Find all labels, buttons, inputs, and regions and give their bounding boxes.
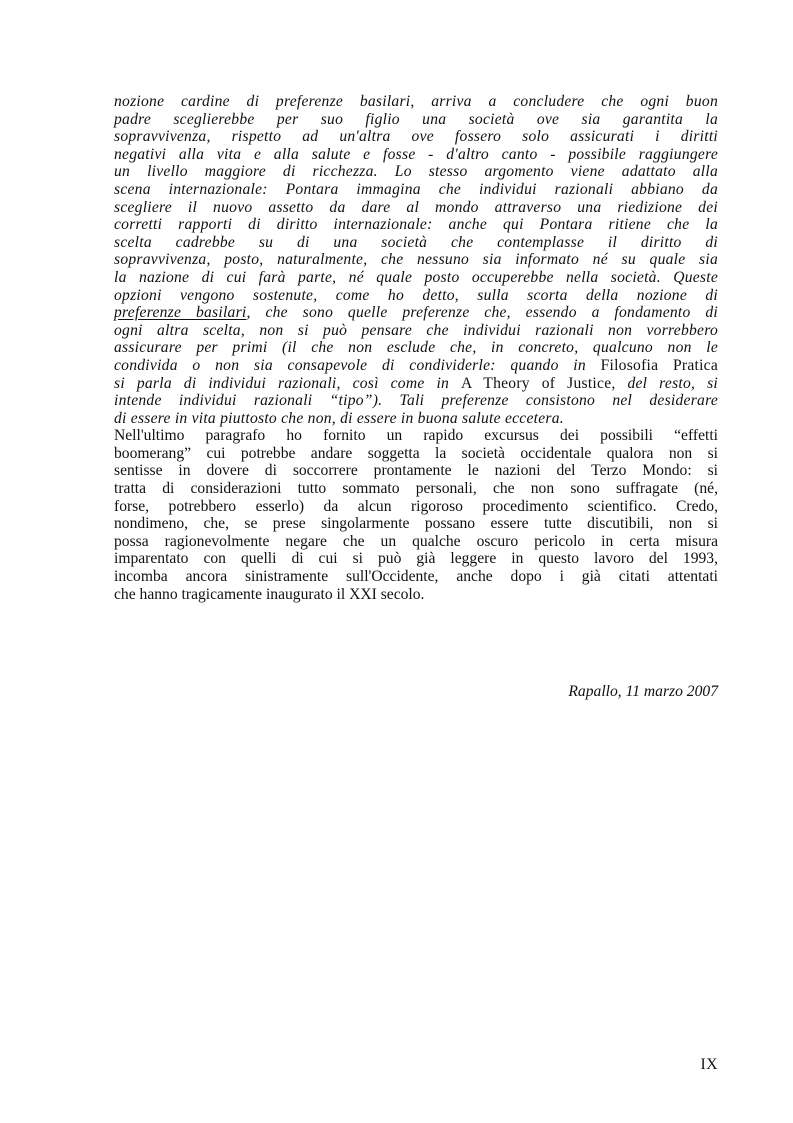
text-line: nondimeno, che, se prese singolarmente possano essere tutte discutibili, non si <box>114 515 718 533</box>
place-date-signature: Rapallo, 11 marzo 2007 <box>568 683 718 700</box>
text-fragment: , del resto, si <box>611 374 718 392</box>
text-line: Nell'ultimo paragrafo ho fornito un rapido excursus dei possibili “effetti <box>114 427 718 445</box>
text-line: un livello maggiore di ricchezza. Lo stesso argomento viene adattato alla <box>114 163 718 181</box>
text-line: sopravvivenza, posto, naturalmente, che nessuno sia informato né su quale sia <box>114 251 718 269</box>
text-line: boomerang” cui potrebbe andare soggetta la società occidentale qualora non si <box>114 444 718 462</box>
text-line: scena internazionale: Pontara immagina che individui razionali abbiano da <box>114 180 718 198</box>
underlined-term: preferenze basilari <box>114 304 247 322</box>
text-line: possa ragionevolmente negare che un qualche oscuro pericolo in certa misura <box>114 532 718 550</box>
text-line: opzioni vengono sostenute, come ho detto, sulla scorta della nozione di <box>114 286 718 304</box>
book-title: Filosofia Pratica <box>600 356 718 374</box>
text-line: nozione cardine di preferenze basilari, arriva a concludere che ogni buon <box>114 93 718 110</box>
text-line <box>114 357 718 375</box>
text-line: padre sceglierebbe per suo figlio una società ove sia garantita la <box>114 110 718 128</box>
paragraph-italic-summary <box>114 93 718 427</box>
text-line: che hanno tragicamente inaugurato il XXI secolo. <box>114 585 425 603</box>
text-line: ogni altra scelta, non si può pensare che individui razionali non vorrebbero <box>114 321 718 339</box>
text-line: intende individui razionali “tipo”). Tali preferenze consistono nel desiderare <box>114 392 718 410</box>
text-line: imparentato con quelli di cui si può già leggere in questo lavoro del 1993, <box>114 550 718 568</box>
text-fragment: condivida o non sia consapevole di condividerle: quando in <box>114 356 601 374</box>
text-fragment: si parla di individui razionali, così come in <box>114 374 462 392</box>
text-line: di essere in vita piuttosto che non, di essere in buona salute eccetera. <box>114 409 564 427</box>
text-line: corretti rapporti di diritto internazionale: anche qui Pontara ritiene che la <box>114 216 718 234</box>
text-line: scelta cadrebbe su di una società che contemplasse il diritto di <box>114 233 718 251</box>
body-text <box>114 93 718 603</box>
text-line: tratta di considerazioni tutto sommato personali, che non sono suffragate (né, <box>114 480 718 498</box>
paragraph-final-section <box>114 427 718 603</box>
text-line: assicurare per primi (il che non esclude che, in concreto, qualcuno non le <box>114 339 718 357</box>
text-line: forse, potrebbero esserlo) da alcun rigoroso procedimento scientifico. Credo, <box>114 497 718 515</box>
text-line: sentisse in dovere di soccorrere prontamente le nazioni del Terzo Mondo: si <box>114 462 718 480</box>
book-title: A Theory of Justice <box>461 374 612 392</box>
text-line: sopravvivenza, rispetto ad un'altra ove fossero solo assicurati i diritti <box>114 128 718 146</box>
page-number: IX <box>700 1056 718 1073</box>
text-line: scegliere il nuovo assetto da dare al mondo attraverso una riedizione dei <box>114 198 718 216</box>
text-line <box>114 304 718 322</box>
text-line: la nazione di cui farà parte, né quale posto occuperebbe nella società. Queste <box>114 268 718 286</box>
text-line: incomba ancora sinistramente sull'Occidente, anche dopo i già citati attentati <box>114 568 718 586</box>
text-line: negativi alla vita e alla salute e fosse - d'altro canto - possibile raggiungere <box>114 145 718 163</box>
text-fragment: , che sono quelle preferenze che, essendo a fondamento di <box>246 304 718 322</box>
text-line <box>114 375 718 393</box>
